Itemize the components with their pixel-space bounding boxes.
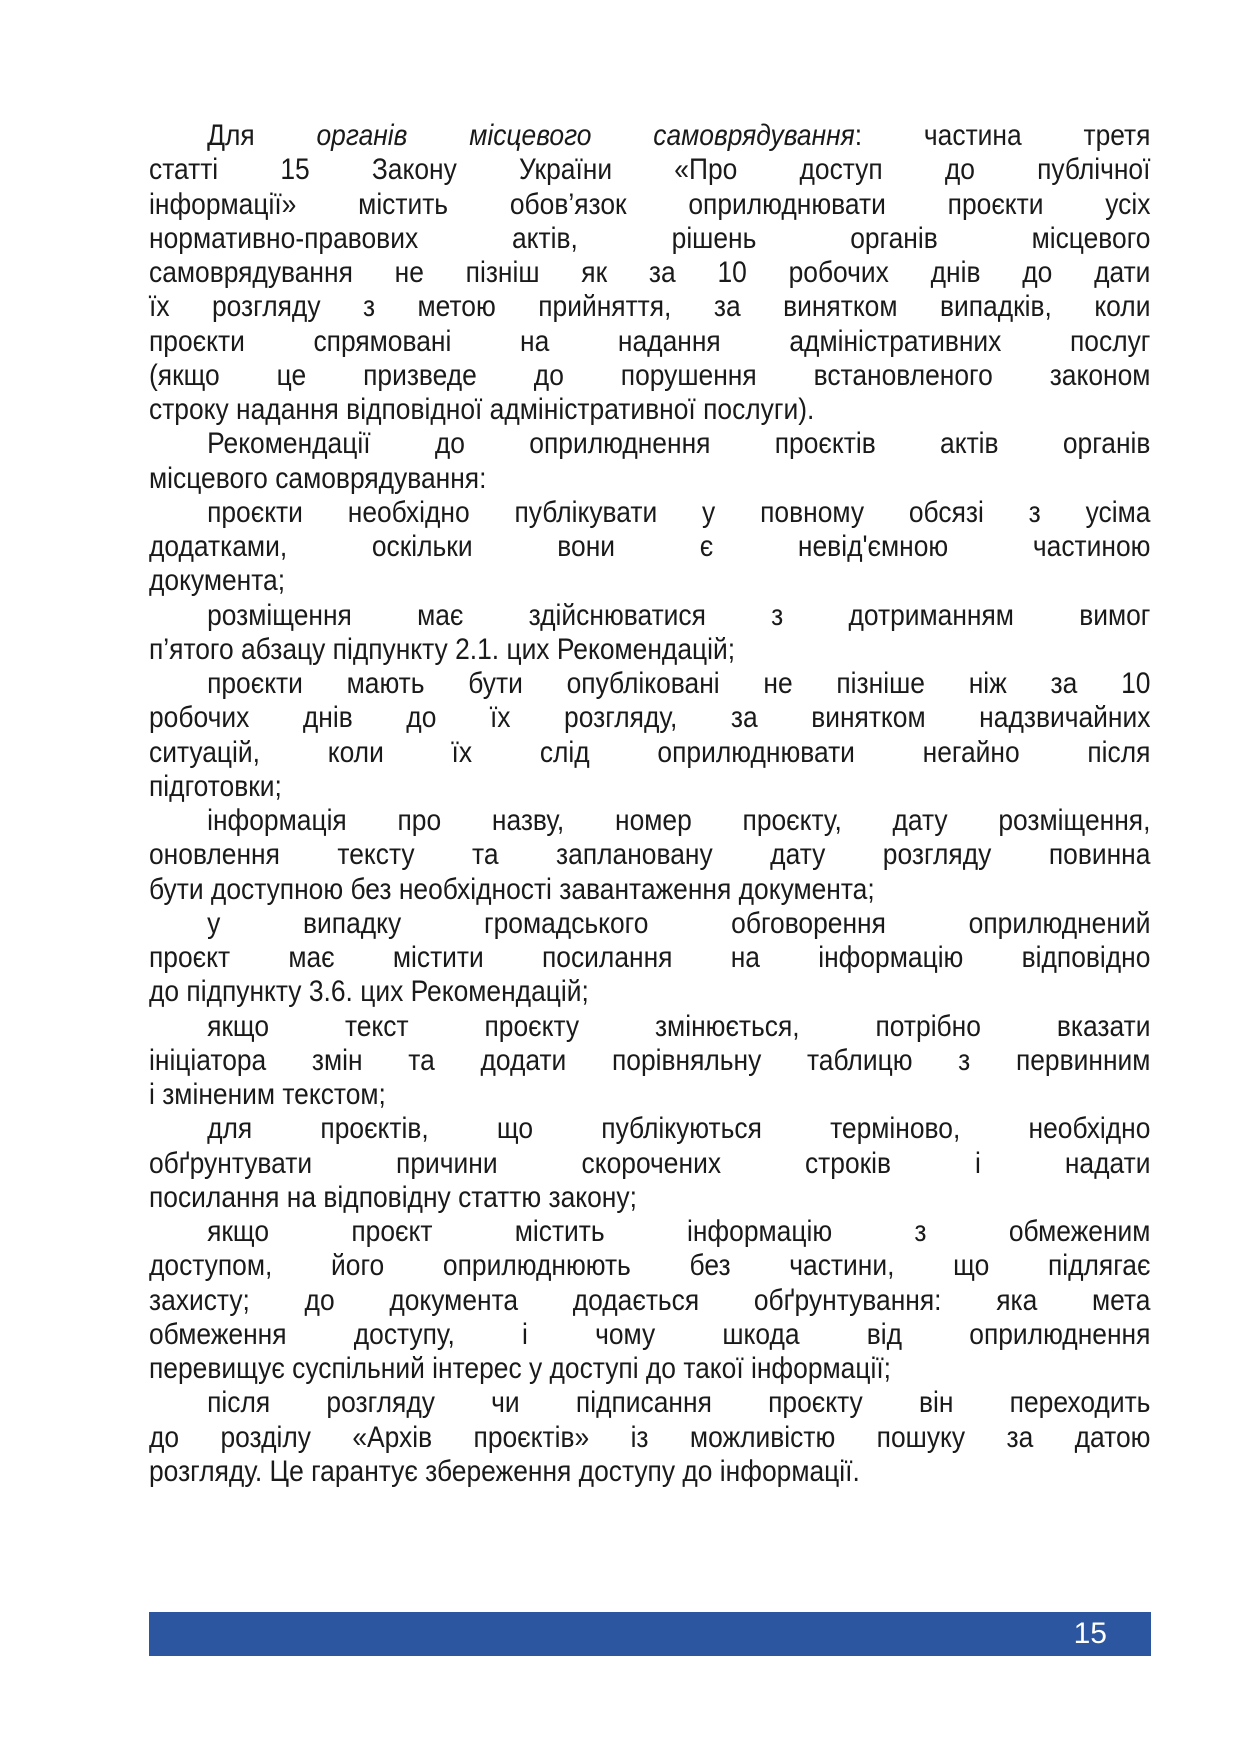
text-line [149,1249,1151,1283]
text-line-content: робочих днів до їх розгляду, за винятком надзвичайних [149,701,1151,735]
list-item [149,667,1151,804]
text-line-content: розгляду. Це гарантує збереження доступу до інформації. [149,1454,860,1488]
text-line-content: до підпункту 3.6. цих Рекомендацій; [149,975,589,1009]
text-line [149,941,1151,975]
text-line-content: якщо текст проєкту змінюється, потрібно вказати [207,1009,1151,1043]
text-line-content: статті 15 Закону України «Про доступ до публічної [149,153,1151,187]
text-line [149,1352,1151,1386]
text-line-content: захисту; до документа додається обґрунтування: яка мета [149,1283,1151,1317]
text-line [149,290,1151,324]
text-line [149,633,1151,667]
text-line-content: у випадку громадського обговорення оприлюднений [207,906,1151,940]
text-line [149,222,1151,256]
footer-bar [149,1612,1151,1656]
text-line [149,838,1151,872]
text-line [149,359,1151,393]
list-item [149,907,1151,1010]
text-line-content: обмеження доступу, і чому шкода від оприлюднення [149,1317,1151,1351]
text-line [149,1010,1151,1044]
text-line [149,1284,1151,1318]
text-line-content: розміщення має здійснюватися з дотриманням вимог [207,598,1151,632]
text-line-content: строку надання відповідної адміністративної послуги). [149,393,815,426]
list-item [149,1215,1151,1386]
text-line [149,701,1151,735]
text-line-content: проєкт має містити посилання на інформацію відповідно [149,941,1151,974]
text-line [149,1318,1151,1352]
text-line-content: підготовки; [149,769,282,803]
text-line [149,496,1151,530]
text-line-content: проєкти спрямовані на надання адміністративних послуг [149,324,1151,358]
text-line [149,770,1151,804]
text-line-content: перевищує суспільний інтерес у доступі до такої інформації; [149,1352,892,1385]
text-line-content: ситуацій, коли їх слід оприлюднювати негайно після [149,735,1151,769]
text-line-content: оновлення тексту та заплановану дату розгляду повинна [149,838,1151,872]
text-line-content: доступом, його оприлюднюють без частини, що підлягає [149,1249,1151,1283]
paragraph-intro [149,119,1151,427]
list-item [149,1112,1151,1215]
text-line [149,462,1151,496]
text-line-content: інформації» містить обов’язок оприлюднювати проєкти усіх [149,187,1151,221]
text-line-content: посилання на відповідну статтю закону; [149,1180,637,1214]
text-line [149,153,1151,187]
paragraph-recommendations-heading [149,427,1151,496]
text-line [149,1455,1151,1489]
text-line [149,393,1151,427]
text-line-content: і зміненим текстом; [149,1078,386,1111]
text-line-content: ініціатора змін та додати порівняльну таблицю з первинним [149,1043,1151,1077]
page-number: 15 [1073,1617,1107,1650]
text-line-content: їх розгляду з метою прийняття, за винятком випадків, коли [149,290,1151,324]
text-line-content: після розгляду чи підписання проєкту він переходить [207,1386,1151,1420]
text-line [149,325,1151,359]
text-line [149,1181,1151,1215]
text-line-content: до розділу «Архів проєктів» із можливістю пошуку за датою [149,1420,1151,1454]
text-line [149,1044,1151,1078]
text-line-content: документа; [149,564,286,598]
text-line-content: для проєктів, що публікуються терміново, необхідно [207,1112,1151,1146]
text-line [149,119,1151,153]
text-line [149,564,1151,598]
text-line [149,1421,1151,1455]
text-line [149,256,1151,290]
text-line-content: Рекомендації до оприлюднення проєктів актів органів [207,427,1151,461]
list-item [149,1386,1151,1489]
text-line [149,667,1151,701]
text-line-content [149,119,1150,153]
text-line [149,1386,1151,1420]
text-line-content: нормативно-правових актів, рішень органів місцевого [149,221,1151,255]
text-line [149,1112,1151,1146]
text-line-content: п’ятого абзацу підпункту 2.1. цих Рекомендацій; [149,632,736,666]
text-line-content: самоврядування не пізніш як за 10 робочих днів до дати [149,256,1151,289]
text-line [149,873,1151,907]
text-line-content: інформація про назву, номер проєкту, дату розміщення, [207,804,1151,837]
list-item [149,1010,1151,1113]
text-line-content: бути доступною без необхідності завантаження документа; [149,872,875,906]
text-line [149,1078,1151,1112]
text-line [149,599,1151,633]
list-item [149,804,1151,907]
emphasis-text: органів місцевого самоврядування [316,119,855,152]
list-item [149,599,1151,668]
text-line [149,427,1151,461]
text-run: Для [207,119,317,152]
text-line [149,907,1151,941]
text-run: : частина третя [854,119,1151,152]
text-line-content: проєкти мають бути опубліковані не пізніше ніж за 10 [207,667,1151,700]
text-line [149,188,1151,222]
text-line-content: (якщо це призведе до порушення встановленого законом [149,358,1151,392]
document-body [149,119,1151,1489]
text-line [149,804,1151,838]
text-line-content: якщо проєкт містить інформацію з обмеженим [207,1215,1151,1248]
text-line [149,975,1151,1009]
text-line [149,530,1151,564]
text-line-content: додатками, оскільки вони є невід'ємною частиною [149,530,1151,563]
list-item [149,496,1151,599]
text-line-content: місцевого самоврядування: [149,461,487,495]
text-line-content: проєкти необхідно публікувати у повному обсязі з усіма [207,495,1151,529]
text-line [149,1147,1151,1181]
text-line-content: обґрунтувати причини скорочених строків і надати [149,1146,1151,1180]
text-line [149,1215,1151,1249]
text-line [149,736,1151,770]
